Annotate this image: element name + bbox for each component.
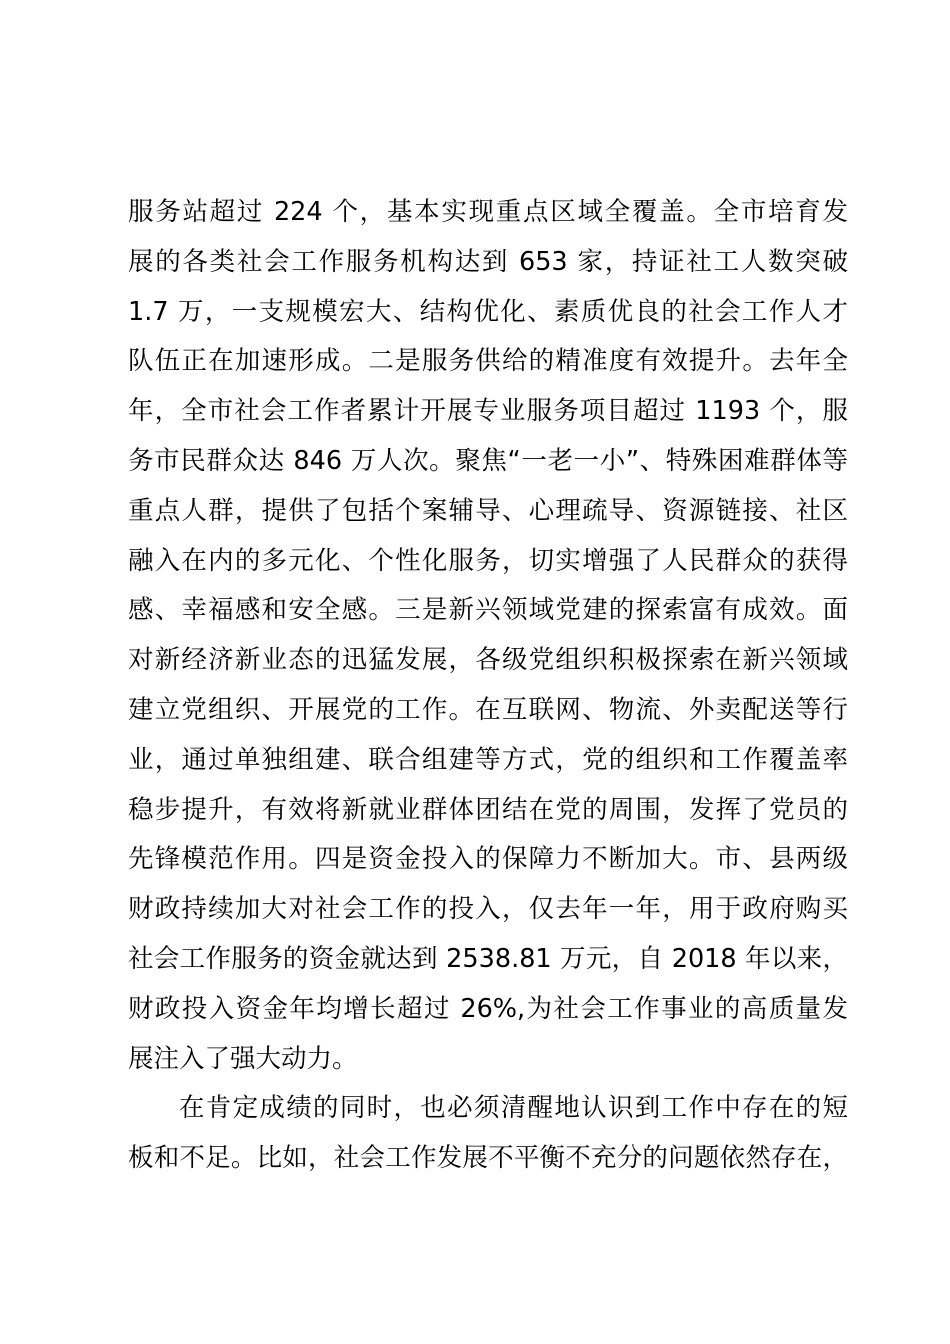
text-line: 务市民群众达 846 万人次。聚焦“一老一小”、特殊困难群体等 <box>128 445 848 476</box>
text-line: 稳步提升，有效将新就业群体团结在党的周围，发挥了党员的 <box>128 794 848 825</box>
text-line: 先锋模范作用。四是资金投入的保障力不断加大。市、县两级 <box>128 844 848 875</box>
paragraph-first-line: 在肯定成绩的同时，也必须清醒地认识到工作中存在的短 <box>179 1093 848 1124</box>
text-line: 展的各类社会工作服务机构达到 653 家，持证社工人数突破 <box>128 246 848 277</box>
text-line: 服务站超过 224 个，基本实现重点区域全覆盖。全市培育发 <box>128 197 848 227</box>
document-page <box>128 188 848 1184</box>
paragraph-last-line: 展注入了强大动力。 <box>128 1043 358 1074</box>
text-line: 重点人群，提供了包括个案辅导、心理疏导、资源链接、社区 <box>128 495 848 526</box>
text-line: 年，全市社会工作者累计开展专业服务项目超过 1193 个，服 <box>128 396 848 427</box>
text-line: 队伍正在加速形成。二是服务供给的精准度有效提升。去年全 <box>128 346 848 377</box>
text-line: 社会工作服务的资金就达到 2538.81 万元，自 2018 年以来， <box>128 943 848 974</box>
text-line: 建立党组织、开展党的工作。在互联网、物流、外卖配送等行 <box>128 694 848 725</box>
text-line: 感、幸福感和安全感。三是新兴领域党建的探索富有成效。面 <box>128 595 848 626</box>
text-line: 财政投入资金年均增长超过 26%,为社会工作事业的高质量发 <box>128 993 848 1024</box>
text-line: 板和不足。比如，社会工作发展不平衡不充分的问题依然存在， <box>128 1143 848 1174</box>
text-line: 对新经济新业态的迅猛发展，各级党组织积极探索在新兴领域 <box>128 645 848 676</box>
text-line: 财政持续加大对社会工作的投入，仅去年一年，用于政府购买 <box>128 894 848 925</box>
text-line: 1.7 万，一支规模宏大、结构优化、素质优良的社会工作人才 <box>128 296 848 327</box>
text-line: 融入在内的多元化、个性化服务，切实增强了人民群众的获得 <box>128 545 848 576</box>
text-line: 业，通过单独组建、联合组建等方式，党的组织和工作覆盖率 <box>128 744 848 775</box>
